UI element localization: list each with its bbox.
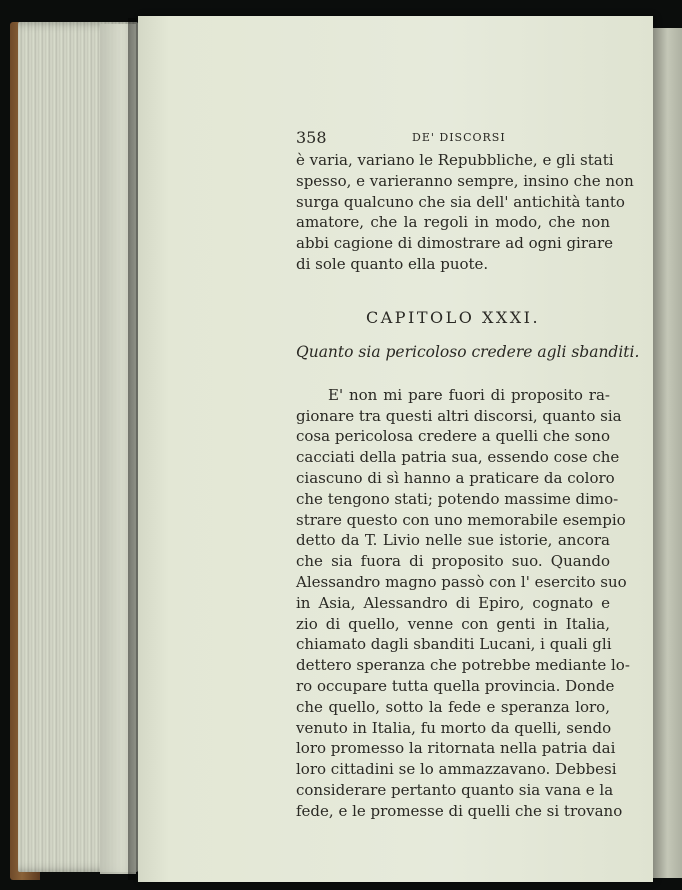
running-title: DE' DISCORSI xyxy=(412,131,506,144)
text-line: che sia fuora di proposito suo. Quando xyxy=(296,552,610,571)
chapter-title: CAPITOLO XXXI. xyxy=(365,307,541,327)
text-line: detto da T. Livio nelle sue istorie, ancora xyxy=(296,531,610,550)
right-page-edge xyxy=(653,28,682,878)
text-line: loro promesso la ritornata nella patria dai xyxy=(296,739,616,758)
text-line: Alessandro magno passò con l' esercito suo xyxy=(296,572,627,591)
text-line: amatore, che la regoli in modo, che non xyxy=(296,213,610,232)
text-line: loro cittadini se lo ammazzavano. Debbesi xyxy=(296,760,617,779)
text-line: cacciati della patria sua, essendo cose che xyxy=(296,448,620,467)
page-text xyxy=(296,128,640,822)
text-line: abbi cagione di dimostrare ad ogni girare xyxy=(296,234,613,253)
text-line: surga qualcuno che sia dell' antichità tanto xyxy=(296,192,625,211)
text-line: è varia, variano le Repubbliche, e gli stati xyxy=(296,151,614,169)
text-line: dettero speranza che potrebbe mediante lo- xyxy=(296,656,630,675)
text-line: zio di quello, venne con genti in Italia, xyxy=(296,614,610,633)
text-line: cosa pericolosa credere a quelli che sono xyxy=(296,427,610,446)
chapter-subtitle: Quanto sia pericoloso credere agli sbanditi. xyxy=(296,342,640,361)
text-line: spesso, e varieranno sempre, insino che non xyxy=(296,171,634,190)
text-line: considerare pertanto quanto sia vana e la xyxy=(296,780,614,799)
text-line: gionare tra questi altri discorsi, quanto sia xyxy=(296,406,622,425)
running-head xyxy=(296,128,610,150)
chapter-paragraph xyxy=(296,385,630,822)
text-line: ciascuno di sì hanno a praticare da coloro xyxy=(296,468,615,487)
continuation-paragraph xyxy=(296,150,634,275)
text-line: E' non mi pare fuori di proposito ra- xyxy=(328,385,610,404)
page-number: 358 xyxy=(296,128,327,147)
text-line: fede, e le promesse di quelli che si trovano xyxy=(296,801,623,820)
text-line: ro occupare tutta quella provincia. Donde xyxy=(296,676,615,695)
text-line: di sole quanto ella puote. xyxy=(296,254,489,273)
text-line: chiamato dagli sbanditi Lucani, i quali gli xyxy=(296,635,612,654)
text-line: venuto in Italia, fu morto da quelli, sendo xyxy=(296,718,612,737)
text-line: che tengono stati; potendo massime dimo- xyxy=(296,489,619,508)
text-line: in Asia, Alessandro di Epiro, cognato e xyxy=(296,593,610,612)
text-line: che quello, sotto la fede e speranza loro, xyxy=(296,697,610,716)
text-line: strare questo con uno memorabile esempio xyxy=(296,510,626,529)
